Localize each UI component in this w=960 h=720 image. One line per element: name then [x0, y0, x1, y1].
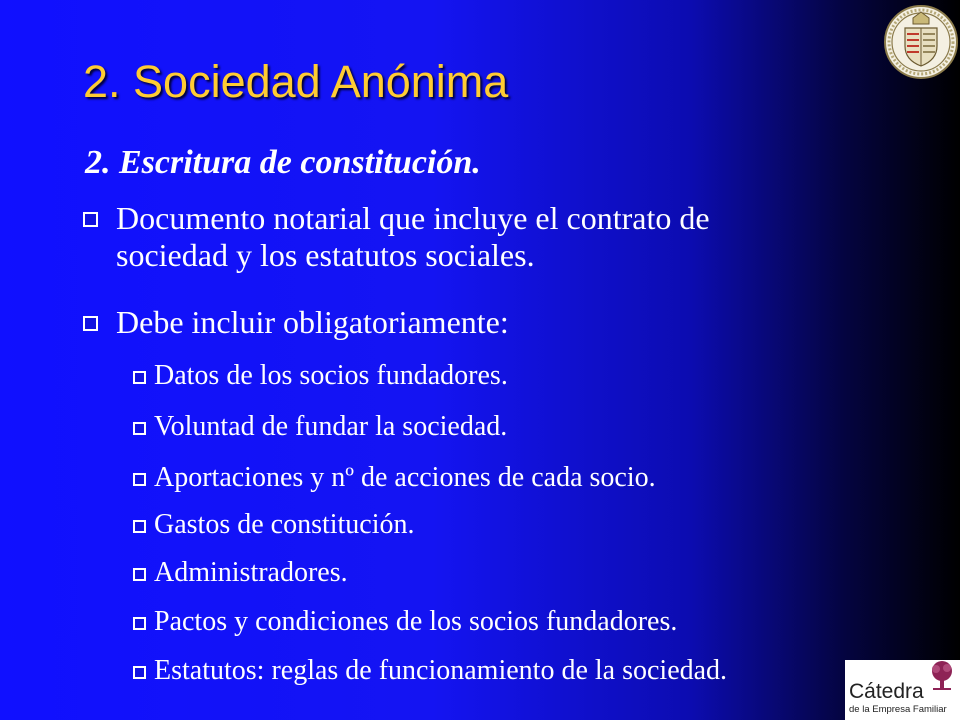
hollow-square-icon [133, 666, 146, 679]
hollow-square-icon [133, 568, 146, 581]
sub-bullet-item [133, 360, 508, 392]
hollow-square-icon [133, 371, 146, 384]
section-subtitle: 2. Escritura de constitución. [85, 144, 481, 181]
sub-bullet-item [133, 606, 677, 638]
hollow-square-icon [83, 316, 98, 331]
sub-bullet-text: Estatutos: reglas de funcionamiento de la sociedad. [154, 655, 728, 686]
sub-bullet-text: Gastos de constitución. [154, 509, 415, 540]
sub-bullet-text: Pactos y condiciones de los socios fundadores. [154, 606, 678, 637]
sub-bullet-item [133, 462, 656, 494]
sub-bullet-text: Aportaciones y nº de acciones de cada socio. [154, 462, 656, 493]
sub-bullet-item [133, 655, 727, 687]
logo-name: Cátedra [849, 680, 924, 703]
hollow-square-icon [133, 422, 146, 435]
hollow-square-icon [133, 473, 146, 486]
hollow-square-icon [83, 212, 98, 227]
bullet-text [116, 304, 509, 341]
slide-title: 2. Sociedad Anónima [83, 56, 509, 107]
bullet-item [83, 200, 710, 274]
bullet-text [116, 200, 710, 274]
hollow-square-icon [133, 520, 146, 533]
university-seal-icon [883, 4, 959, 80]
sub-bullet-text: Administradores. [154, 557, 348, 588]
tree-logo-icon [925, 660, 959, 690]
sub-bullet-item [133, 411, 507, 443]
sub-bullet-item [133, 509, 415, 541]
bullet-item [83, 304, 509, 341]
sub-bullet-text: Voluntad de fundar la sociedad. [154, 411, 508, 442]
bullet-text-line: Debe incluir obligatoriamente: [116, 304, 509, 340]
sub-bullet-text: Datos de los socios fundadores. [154, 360, 508, 391]
logo-subtitle: de la Empresa Familiar [849, 704, 947, 715]
sub-bullet-item [133, 557, 348, 589]
bullet-text-line: Documento notarial que incluye el contrato de [116, 200, 710, 236]
catedra-logo [845, 660, 960, 720]
hollow-square-icon [133, 617, 146, 630]
bullet-text-line: sociedad y los estatutos sociales. [116, 237, 535, 273]
